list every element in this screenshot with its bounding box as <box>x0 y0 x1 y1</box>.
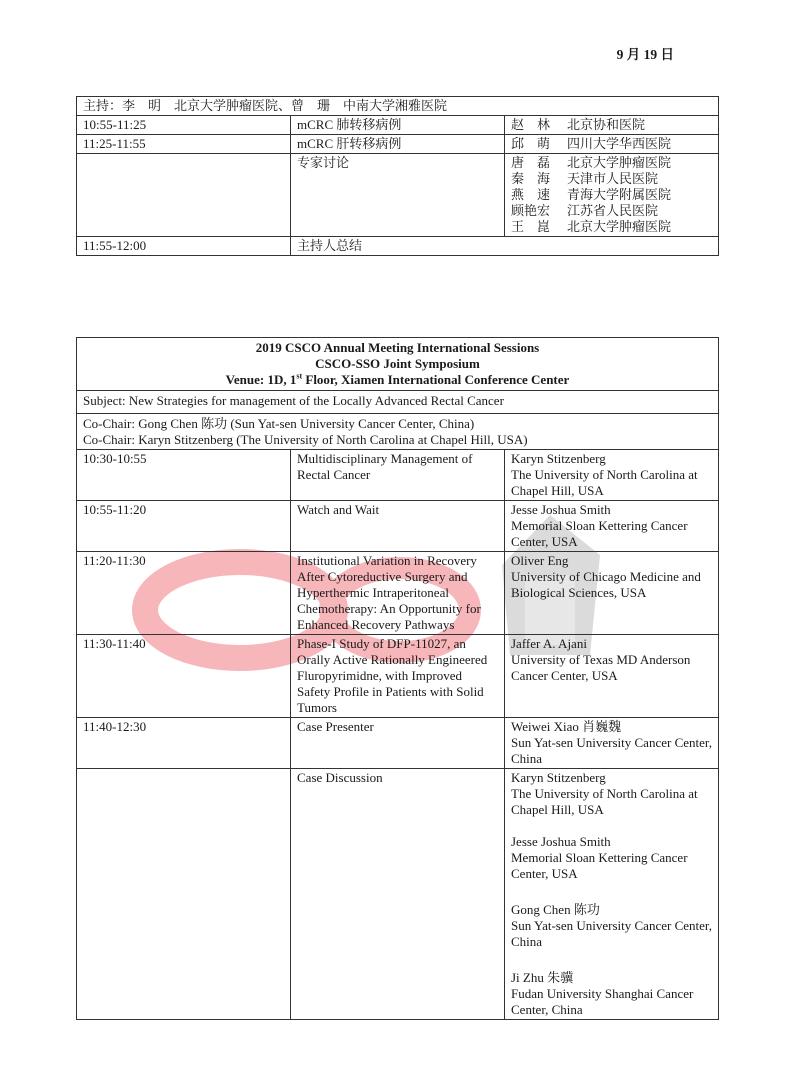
topic-cell: Phase-I Study of DFP-11027, an Orally Active Rationally Engineered Fluropyrimidne, with Improved Safety Profile in Patients with Solid Tumors <box>291 635 505 718</box>
cochair-cell <box>77 414 719 450</box>
speaker-cell <box>505 450 719 501</box>
session-title: 2019 CSCO Annual Meeting International Sessions <box>255 340 540 355</box>
speaker-org: 青海大学附属医院 <box>567 187 672 202</box>
topic-cell: Watch and Wait <box>291 501 505 552</box>
speaker-cell <box>505 154 719 237</box>
speaker-org: University of Texas MD Anderson Cancer Center, USA <box>511 652 691 683</box>
speaker-name: Jaffer A. Ajani <box>511 636 587 651</box>
speaker-name: Oliver Eng <box>511 553 569 568</box>
session-1-table <box>76 96 719 256</box>
subject-cell: Subject: New Strategies for management of the Locally Advanced Rectal Cancer <box>77 391 719 414</box>
table-row <box>77 635 719 718</box>
speaker-block <box>511 902 712 950</box>
speaker-org: The University of North Carolina at Chapel Hill, USA <box>511 786 698 817</box>
time-cell: 10:30-10:55 <box>77 450 291 501</box>
speaker-org: 北京大学肿瘤医院 <box>567 219 672 234</box>
speaker-org: 四川大学华西医院 <box>567 136 672 151</box>
speaker-name: Karyn Stitzenberg <box>511 451 606 466</box>
time-cell: 10:55-11:20 <box>77 501 291 552</box>
speaker-cell <box>505 769 719 1020</box>
speaker-name: 秦 海 <box>511 171 551 186</box>
table-row <box>77 501 719 552</box>
table-row <box>77 116 719 135</box>
session-header-row <box>77 338 719 391</box>
venue-suffix: Floor, Xiamen International Conference Center <box>302 372 570 387</box>
time-cell: 11:25-11:55 <box>77 135 291 154</box>
speaker-cell <box>505 552 719 635</box>
time-cell: 11:20-11:30 <box>77 552 291 635</box>
speaker-name: Jesse Joshua Smith <box>511 502 611 517</box>
time-cell <box>77 154 291 237</box>
topic-cell: 主持人总结 <box>291 237 719 256</box>
table-row <box>77 552 719 635</box>
speaker-cell <box>505 135 719 154</box>
speaker-org: Memorial Sloan Kettering Cancer Center, USA <box>511 518 688 549</box>
speaker-org: 北京协和医院 <box>567 117 646 132</box>
topic-cell: mCRC 肺转移病例 <box>291 116 505 135</box>
table-row <box>77 450 719 501</box>
speaker-org: Sun Yat-sen University Cancer Center, China <box>511 918 712 949</box>
speaker-name: 燕 速 <box>511 187 551 202</box>
speaker-name: Karyn Stitzenberg <box>511 770 606 785</box>
speaker-name: Weiwei Xiao 肖巍魏 <box>511 719 622 734</box>
speaker-name: Gong Chen 陈功 <box>511 902 600 917</box>
speaker-cell <box>505 635 719 718</box>
speaker-name: 王 崑 <box>511 219 551 234</box>
speaker-cell <box>505 116 719 135</box>
subject-row <box>77 391 719 414</box>
speaker-org: The University of North Carolina at Chapel Hill, USA <box>511 467 698 498</box>
speaker-cell <box>505 501 719 552</box>
time-cell: 11:40-12:30 <box>77 718 291 769</box>
speaker-block <box>511 770 712 818</box>
cochair-row <box>77 414 719 450</box>
time-cell <box>77 769 291 1020</box>
speaker-name: 邱 萌 <box>511 136 551 151</box>
speaker-org: 北京大学肿瘤医院 <box>567 155 672 170</box>
table-row <box>77 154 719 237</box>
chairs-row <box>77 97 719 116</box>
page-date: 9 月 19 日 <box>616 47 674 62</box>
time-cell: 11:30-11:40 <box>77 635 291 718</box>
speaker-block <box>511 834 712 882</box>
chairs-cell: 主持：李 明 北京大学肿瘤医院、曾 珊 中南大学湘雅医院 <box>77 97 719 116</box>
speaker-org: Memorial Sloan Kettering Cancer Center, USA <box>511 850 688 881</box>
time-cell: 11:55-12:00 <box>77 237 291 256</box>
topic-cell: 专家讨论 <box>291 154 505 237</box>
table-row <box>77 769 719 1020</box>
table-row <box>77 237 719 256</box>
speaker-name: 赵 林 <box>511 117 551 132</box>
time-cell: 10:55-11:25 <box>77 116 291 135</box>
topic-cell: Case Presenter <box>291 718 505 769</box>
speaker-org: Fudan University Shanghai Cancer Center, China <box>511 986 694 1017</box>
speaker-name: Jesse Joshua Smith <box>511 834 611 849</box>
venue <box>83 372 712 388</box>
cochair-1: Co-Chair: Gong Chen 陈功 (Sun Yat-sen University Cancer Center, China) <box>83 416 475 431</box>
speaker-block <box>511 970 712 1018</box>
table-row <box>77 135 719 154</box>
speaker-cell <box>505 718 719 769</box>
speaker-name: 顾艳宏 <box>511 203 551 218</box>
speaker-org: 天津市人民医院 <box>567 171 659 186</box>
session-2-table <box>76 337 719 1020</box>
speaker-org: Sun Yat-sen University Cancer Center, China <box>511 735 712 766</box>
session-header <box>77 338 719 391</box>
venue-sup: st <box>296 371 303 381</box>
symposium-title: CSCO-SSO Joint Symposium <box>315 356 480 371</box>
topic-cell: Multidisciplinary Management of Rectal Cancer <box>291 450 505 501</box>
topic-cell: Case Discussion <box>291 769 505 1020</box>
speaker-name: 唐 磊 <box>511 155 551 170</box>
speaker-name: Ji Zhu 朱骥 <box>511 970 574 985</box>
cochair-2: Co-Chair: Karyn Stitzenberg (The University of North Carolina at Chapel Hill, USA) <box>83 432 528 447</box>
table-row <box>77 718 719 769</box>
speaker-org: 江苏省人民医院 <box>567 203 659 218</box>
venue-prefix: Venue: 1D, 1 <box>225 372 297 387</box>
topic-cell: mCRC 肝转移病例 <box>291 135 505 154</box>
topic-cell: Institutional Variation in Recovery After Cytoreductive Surgery and Hyperthermic Intraperitoneal Chemotherapy: An Opportunity for Enhanced Recovery Pathways <box>291 552 505 635</box>
speaker-org: University of Chicago Medicine and Biological Sciences, USA <box>511 569 701 600</box>
